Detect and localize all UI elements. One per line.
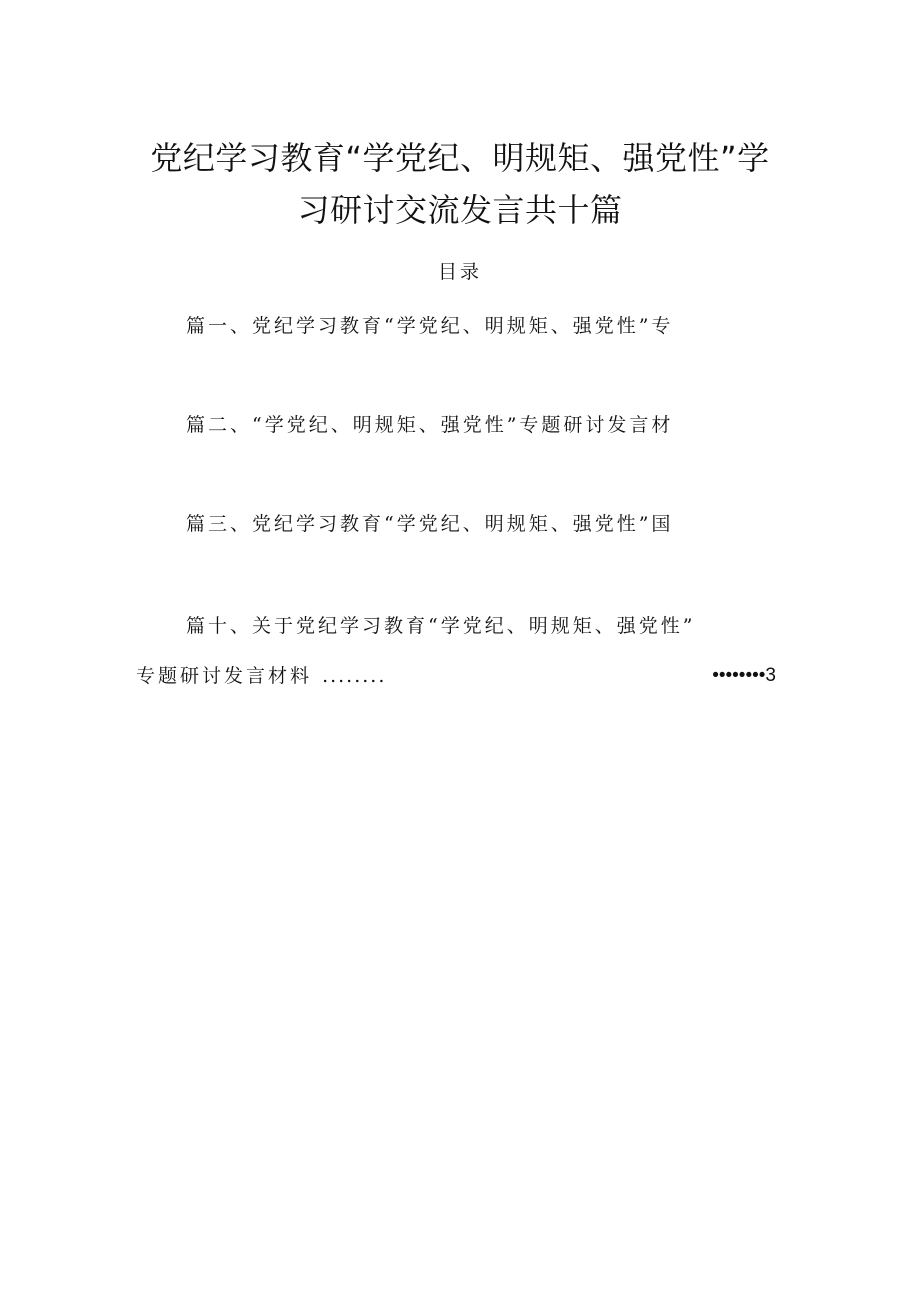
toc-item-10-continuation[interactable] [136,662,786,690]
toc-dot-leader: ........ [322,665,387,687]
toc-item-10[interactable]: 篇十、关于党纪学习教育“学党纪、明规矩、强党性” [186,615,696,637]
toc-page-number: ••••••••3 [712,665,776,686]
toc-item-10-continuation-text: 专题研讨发言材料 [136,665,313,687]
toc-item-1[interactable]: 篇一、党纪学习教育“学党纪、明规矩、强党性”专 [186,315,674,337]
document-title-line-2: 习研讨交流发言共十篇 [297,191,623,229]
toc-heading: 目录 [437,261,482,283]
document-title [120,132,800,236]
document-title-line-1: 党纪学习教育“学党纪、明规矩、强党性”学 [150,139,770,177]
toc-item-2[interactable]: 篇二、“学党纪、明规矩、强党性”专题研讨发言材 [186,414,674,436]
toc-item-3[interactable]: 篇三、党纪学习教育“学党纪、明规矩、强党性”国 [186,513,674,535]
